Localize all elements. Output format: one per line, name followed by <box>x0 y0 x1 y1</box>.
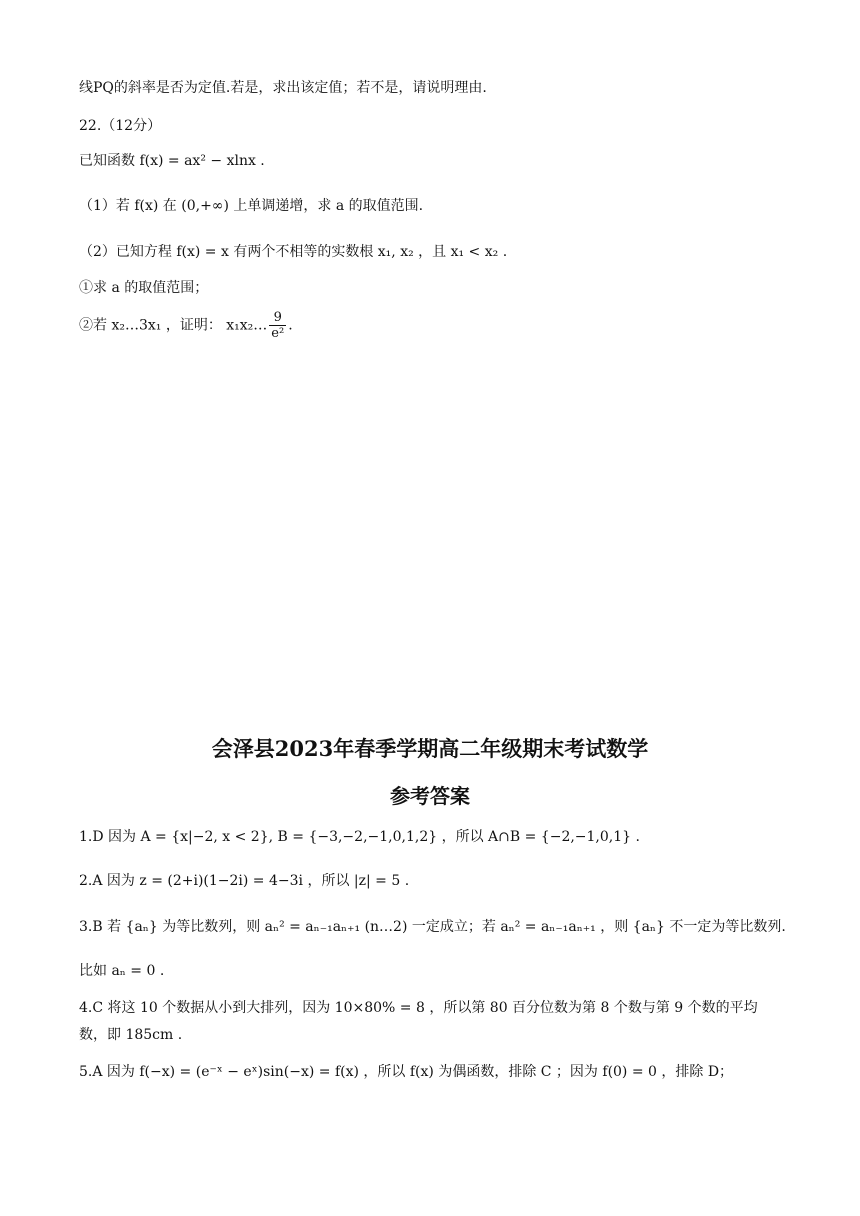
answer-title: 会泽县2023年春季学期高二年级期末考试数学 <box>211 736 649 761</box>
problem21-tail: 线PQ的斜率是否为定值.若是，求出该定值；若不是，请说明理由. <box>79 80 487 96</box>
answer-3: 3.B 若 {aₙ} 为等比数列，则 aₙ² = aₙ₋₁aₙ₊₁ (n…2) 一定成立；若 aₙ² = aₙ₋₁aₙ₊₁ ，则 {aₙ} 不一定为等比数列. <box>79 919 786 935</box>
problem22-part2: （2）已知方程 f(x) = x 有两个不相等的实数根 x₁, x₂ ，且 x₁ < x₂ . <box>79 244 508 260</box>
answer-2: 2.A 因为 z = (2+i)(1−2i) = 4−3i ，所以 |z| = 5 . <box>79 873 410 889</box>
problem22-given: 已知函数 f(x) = ax² − xlnx . <box>79 153 265 169</box>
problem22-part1: （1）若 f(x) 在 (0,+∞) 上单调递增，求 a 的取值范围. <box>79 198 424 214</box>
sub2-prefix: ②若 x₂…3x₁ ，证明： x₁x₂… <box>79 317 268 334</box>
answer-3-cont: 比如 aₙ = 0 . <box>79 963 165 979</box>
answer-subtitle: 参考答案 <box>390 784 470 808</box>
problem22-sub1: ①求 a 的取值范围； <box>79 280 209 296</box>
fraction-denominator: e² <box>271 326 285 341</box>
sub2-suffix: . <box>288 317 293 334</box>
fraction-numerator: 9 <box>269 310 286 326</box>
answer-5: 5.A 因为 f(−x) = (e⁻ˣ − eˣ)sin(−x) = f(x) ，所以 f(x) 为偶函数，排除 C ；因为 f(0) = 0 ，排除 D； <box>79 1064 734 1080</box>
answer-4: 4.C 将这 10 个数据从小到大排列，因为 10×80% = 8 ，所以第 80 百分位数为第 8 个数与第 9 个数的平均 <box>79 1000 758 1016</box>
fraction <box>269 310 286 341</box>
answer-4-cont: 数，即 185cm . <box>79 1027 183 1043</box>
problem22-sub2 <box>79 310 293 341</box>
answer-1: 1.D 因为 A = {x|−2, x < 2}, B = {−3,−2,−1,0,1,2} ，所以 A∩B = {−2,−1,0,1} . <box>79 829 640 845</box>
problem22-header: 22.（12分） <box>79 118 162 134</box>
